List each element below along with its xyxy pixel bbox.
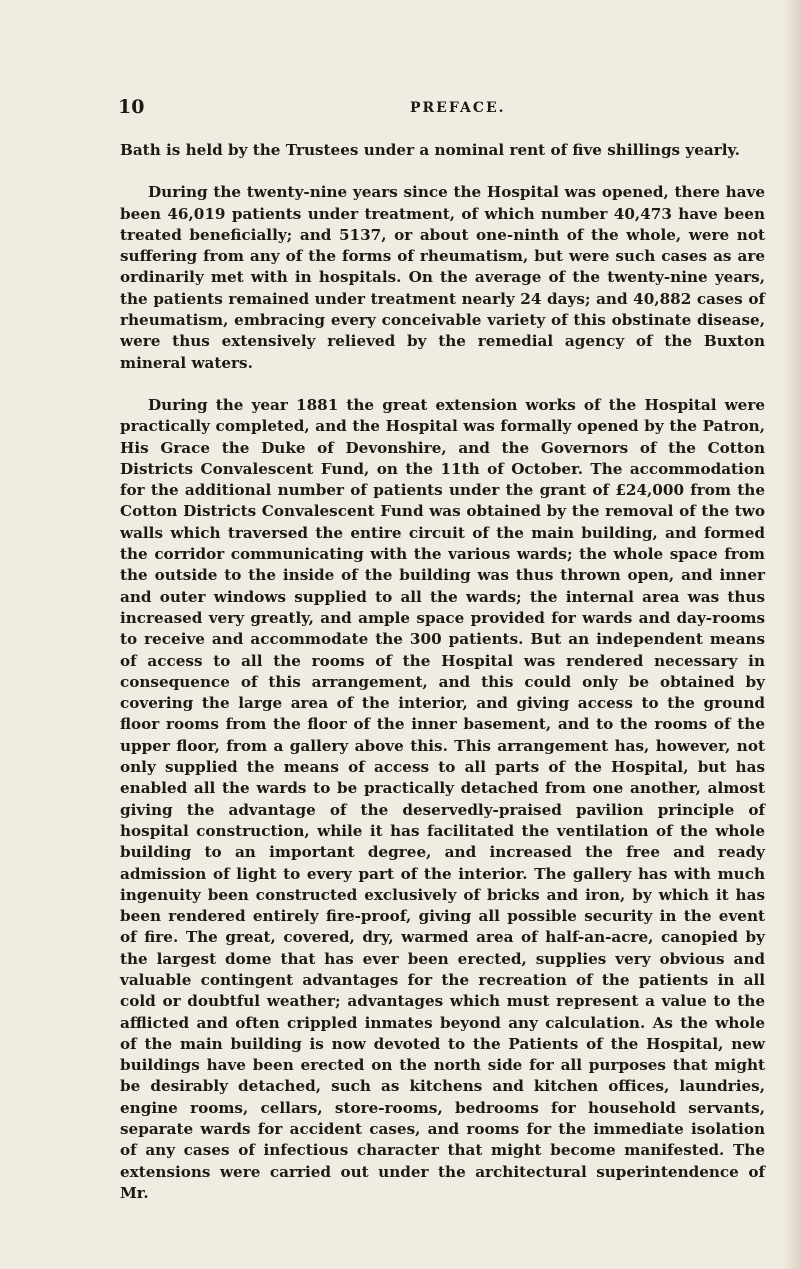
running-head: PREFACE. xyxy=(410,100,506,116)
page-edge-shadow xyxy=(783,0,801,1269)
page-number: 10 xyxy=(118,96,145,118)
body-text xyxy=(120,140,765,1204)
paragraph-1: Bath is held by the Trustees under a nominal rent of five shillings yearly. xyxy=(120,141,740,159)
page-header xyxy=(118,96,741,122)
paragraph-spacer xyxy=(120,161,765,182)
paragraph-2: During the twenty-nine years since the Hospital was opened, there have been 46,019 patients under treatment, of which number 40,473 have been treated beneficially; and 5137, or about one-ninth of the whole, were not suffering from any of the forms of rheumatism, but were such cases as are ordinarily met with in hospitals. On the average of the twenty-nine years, the patients remained under treatment nearly 24 days; and 40,882 cases of rheumatism, embracing every conceivable variety of this obstinate disease, were thus extensively relieved by the remedial agency of the Buxton mineral waters. xyxy=(120,183,765,372)
paragraph-spacer xyxy=(120,374,765,395)
paragraph-3: During the year 1881 the great extension works of the Hospital were practically completed, and the Hospital was formally opened by the Patron, His Grace the Duke of Devonshire, and the Governors of the Cotton Districts Convalescent Fund, on the 11th of October. The accommodation for the additional number of patients under the grant of £24,000 from the Cotton Districts Convalescent Fund was obtained by the removal of the two walls which traversed the entire circuit of the main building, and formed the corridor communicating with the various wards; the whole space from the outside to the inside of the building was thus thrown open, and inner and outer windows supplied to all the wards; the internal area was thus increased very greatly, and ample space provided for wards and day-rooms to receive and accommodate the 300 patients. But an independent means of access to all the rooms of the Hospital was rendered necessary in consequence of this arrangement, and this could only be obtained by covering the large area of the interior, and giving access to the ground floor rooms from the floor of the inner basement, and to the rooms of the upper floor, from a gallery above this. This arrangement has, however, not only supplied the means of access to all parts of the Hospital, but has enabled all the wards to be practically detached from one another, almost giving the advantage of the deservedly-praised pavilion principle of hospital construction, while it has facilitated the ventilation of the whole building to an important degree, and increased the free and ready admission of light to every part of the interior. The gallery has with much ingenuity been constructed exclusively of bricks and iron, by which it has been rendered entirely fire-proof, giving all possible security in the event of fire. The great, covered, dry, warmed area of half-an-acre, canopied by the largest dome that has ever been erected, supplies very obvious and valuable contingent advantages for the recreation of the patients in all cold or doubtful weather; advantages which must represent a value to the afflicted and often crippled inmates beyond any calculation. As the whole of the main building is now devoted to the Patients of the Hospital, new buildings have been erected on the north side for all purposes that might be desirably detached, such as kitchens and kitchen offices, laundries, engine rooms, cellars, store-rooms, bedrooms for household servants, separate wards for accident cases, and rooms for the immediate isolation of any cases of infectious character that might become manifested. The extensions were carried out under the architectural superintendence of Mr. xyxy=(120,395,765,1202)
